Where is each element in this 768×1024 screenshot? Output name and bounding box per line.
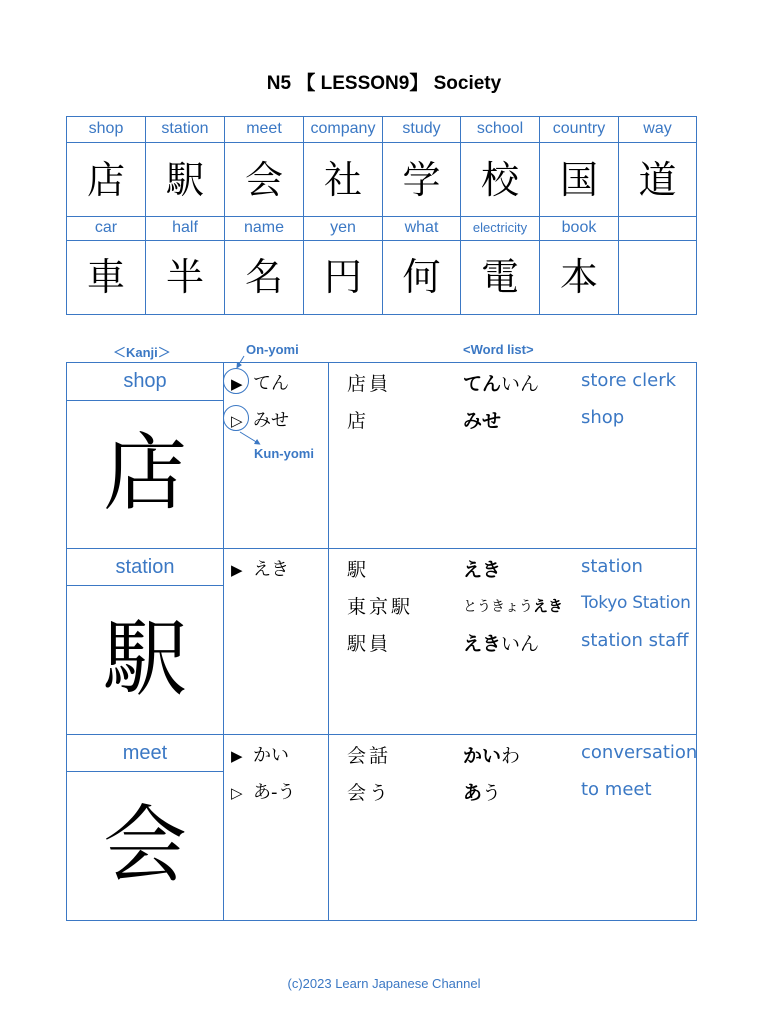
- word-reading: えき: [463, 559, 502, 581]
- word-reading: かいわ: [463, 745, 521, 767]
- grid-meaning: half: [146, 217, 225, 241]
- grid-kanji: 駅: [146, 143, 225, 217]
- word-reading: えきいん: [463, 633, 540, 655]
- meaning-divider: [67, 771, 223, 772]
- grid-meaning: car: [67, 217, 146, 241]
- word-reading: とうきょうえき: [463, 597, 564, 615]
- entry-meaning: meet: [122, 742, 168, 764]
- word-reading: てんいん: [463, 373, 540, 395]
- grid-meaning: company: [304, 117, 383, 143]
- word-kanji: 東京駅: [347, 596, 414, 618]
- kun-yomi-label: Kun-yomi: [254, 446, 314, 461]
- grid-kanji: 道: [619, 143, 696, 217]
- row-divider: [67, 734, 696, 735]
- reading-text: えき: [253, 559, 289, 580]
- grid-kanji: 学: [383, 143, 461, 217]
- on-yomi-label: On-yomi: [246, 342, 299, 357]
- kun-yomi-marker-icon: ▷: [231, 412, 243, 430]
- word-kanji: 駅員: [347, 633, 392, 655]
- word-english: station: [581, 556, 643, 577]
- reading-text: てん: [253, 373, 289, 394]
- on-yomi-marker-icon: ▶: [231, 375, 243, 393]
- grid-kanji: 車: [67, 241, 146, 314]
- grid-kanji: 国: [540, 143, 619, 217]
- entry-meaning: station: [115, 556, 175, 578]
- grid-meaning: book: [540, 217, 619, 241]
- grid-kanji: 校: [461, 143, 540, 217]
- grid-kanji: 半: [146, 241, 225, 314]
- word-list-label: <Word list>: [463, 342, 534, 357]
- word-english: station staff: [581, 630, 689, 651]
- grid-meaning: electricity: [461, 217, 540, 241]
- reading-text: あ-う: [253, 782, 296, 803]
- word-english: to meet: [581, 779, 652, 800]
- grid-meaning: country: [540, 117, 619, 143]
- grid-kanji: 何: [383, 241, 461, 314]
- word-reading: みせ: [463, 410, 502, 432]
- grid-kanji: 本: [540, 241, 619, 314]
- kun-yomi-marker-icon: ▷: [231, 784, 243, 802]
- word-english: shop: [581, 407, 625, 428]
- on-yomi-highlight-circle: [223, 368, 249, 394]
- reading-row: [231, 741, 289, 767]
- page-title: N5 【 LESSON9】 Society: [266, 73, 502, 94]
- grid-meaning: study: [383, 117, 461, 143]
- grid-meaning: station: [146, 117, 225, 143]
- copyright-footer: (c)2023 Learn Japanese Channel: [287, 976, 481, 991]
- word-english: conversation: [581, 742, 698, 763]
- word-kanji: 会う: [347, 782, 392, 804]
- reading-row: [231, 555, 289, 581]
- meaning-divider: [67, 400, 223, 401]
- word-kanji: 店: [347, 410, 370, 432]
- reading-row: [231, 778, 296, 804]
- grid-meaning: [619, 217, 696, 241]
- meaning-divider: [67, 585, 223, 586]
- entry-kanji: 会: [102, 796, 187, 894]
- grid-kanji: 社: [304, 143, 383, 217]
- column-divider: [328, 363, 329, 920]
- grid-meaning: way: [619, 117, 696, 143]
- reading-text: みせ: [253, 410, 289, 431]
- word-kanji: 会話: [347, 745, 392, 767]
- grid-kanji: 電: [461, 241, 540, 314]
- grid-meaning: yen: [304, 217, 383, 241]
- grid-kanji: 名: [225, 241, 304, 314]
- grid-meaning: what: [383, 217, 461, 241]
- word-kanji: 駅: [347, 559, 370, 581]
- kun-yomi-highlight-circle: [223, 405, 249, 431]
- word-english: Tokyo Station: [581, 593, 691, 613]
- grid-meaning: name: [225, 217, 304, 241]
- kanji-overview-grid: [66, 116, 697, 315]
- kanji-label: ＜Kanji＞: [113, 345, 171, 360]
- word-kanji: 店員: [347, 373, 392, 395]
- word-reading: あう: [463, 782, 502, 804]
- grid-kanji: 会: [225, 143, 304, 217]
- grid-kanji: 円: [304, 241, 383, 314]
- grid-meaning: meet: [225, 117, 304, 143]
- kanji-detail-table: [66, 362, 697, 921]
- entry-kanji: 店: [102, 424, 187, 522]
- grid-meaning: school: [461, 117, 540, 143]
- entry-kanji: 駅: [102, 610, 187, 708]
- word-english: store clerk: [581, 370, 677, 391]
- grid-meaning: shop: [67, 117, 146, 143]
- grid-kanji: [619, 241, 696, 314]
- entry-meaning: shop: [123, 370, 167, 392]
- reading-text: かい: [253, 745, 289, 766]
- grid-kanji: 店: [67, 143, 146, 217]
- column-divider: [223, 363, 224, 920]
- row-divider: [67, 548, 696, 549]
- on-yomi-marker-icon: ▶: [231, 561, 243, 579]
- on-yomi-marker-icon: ▶: [231, 747, 243, 765]
